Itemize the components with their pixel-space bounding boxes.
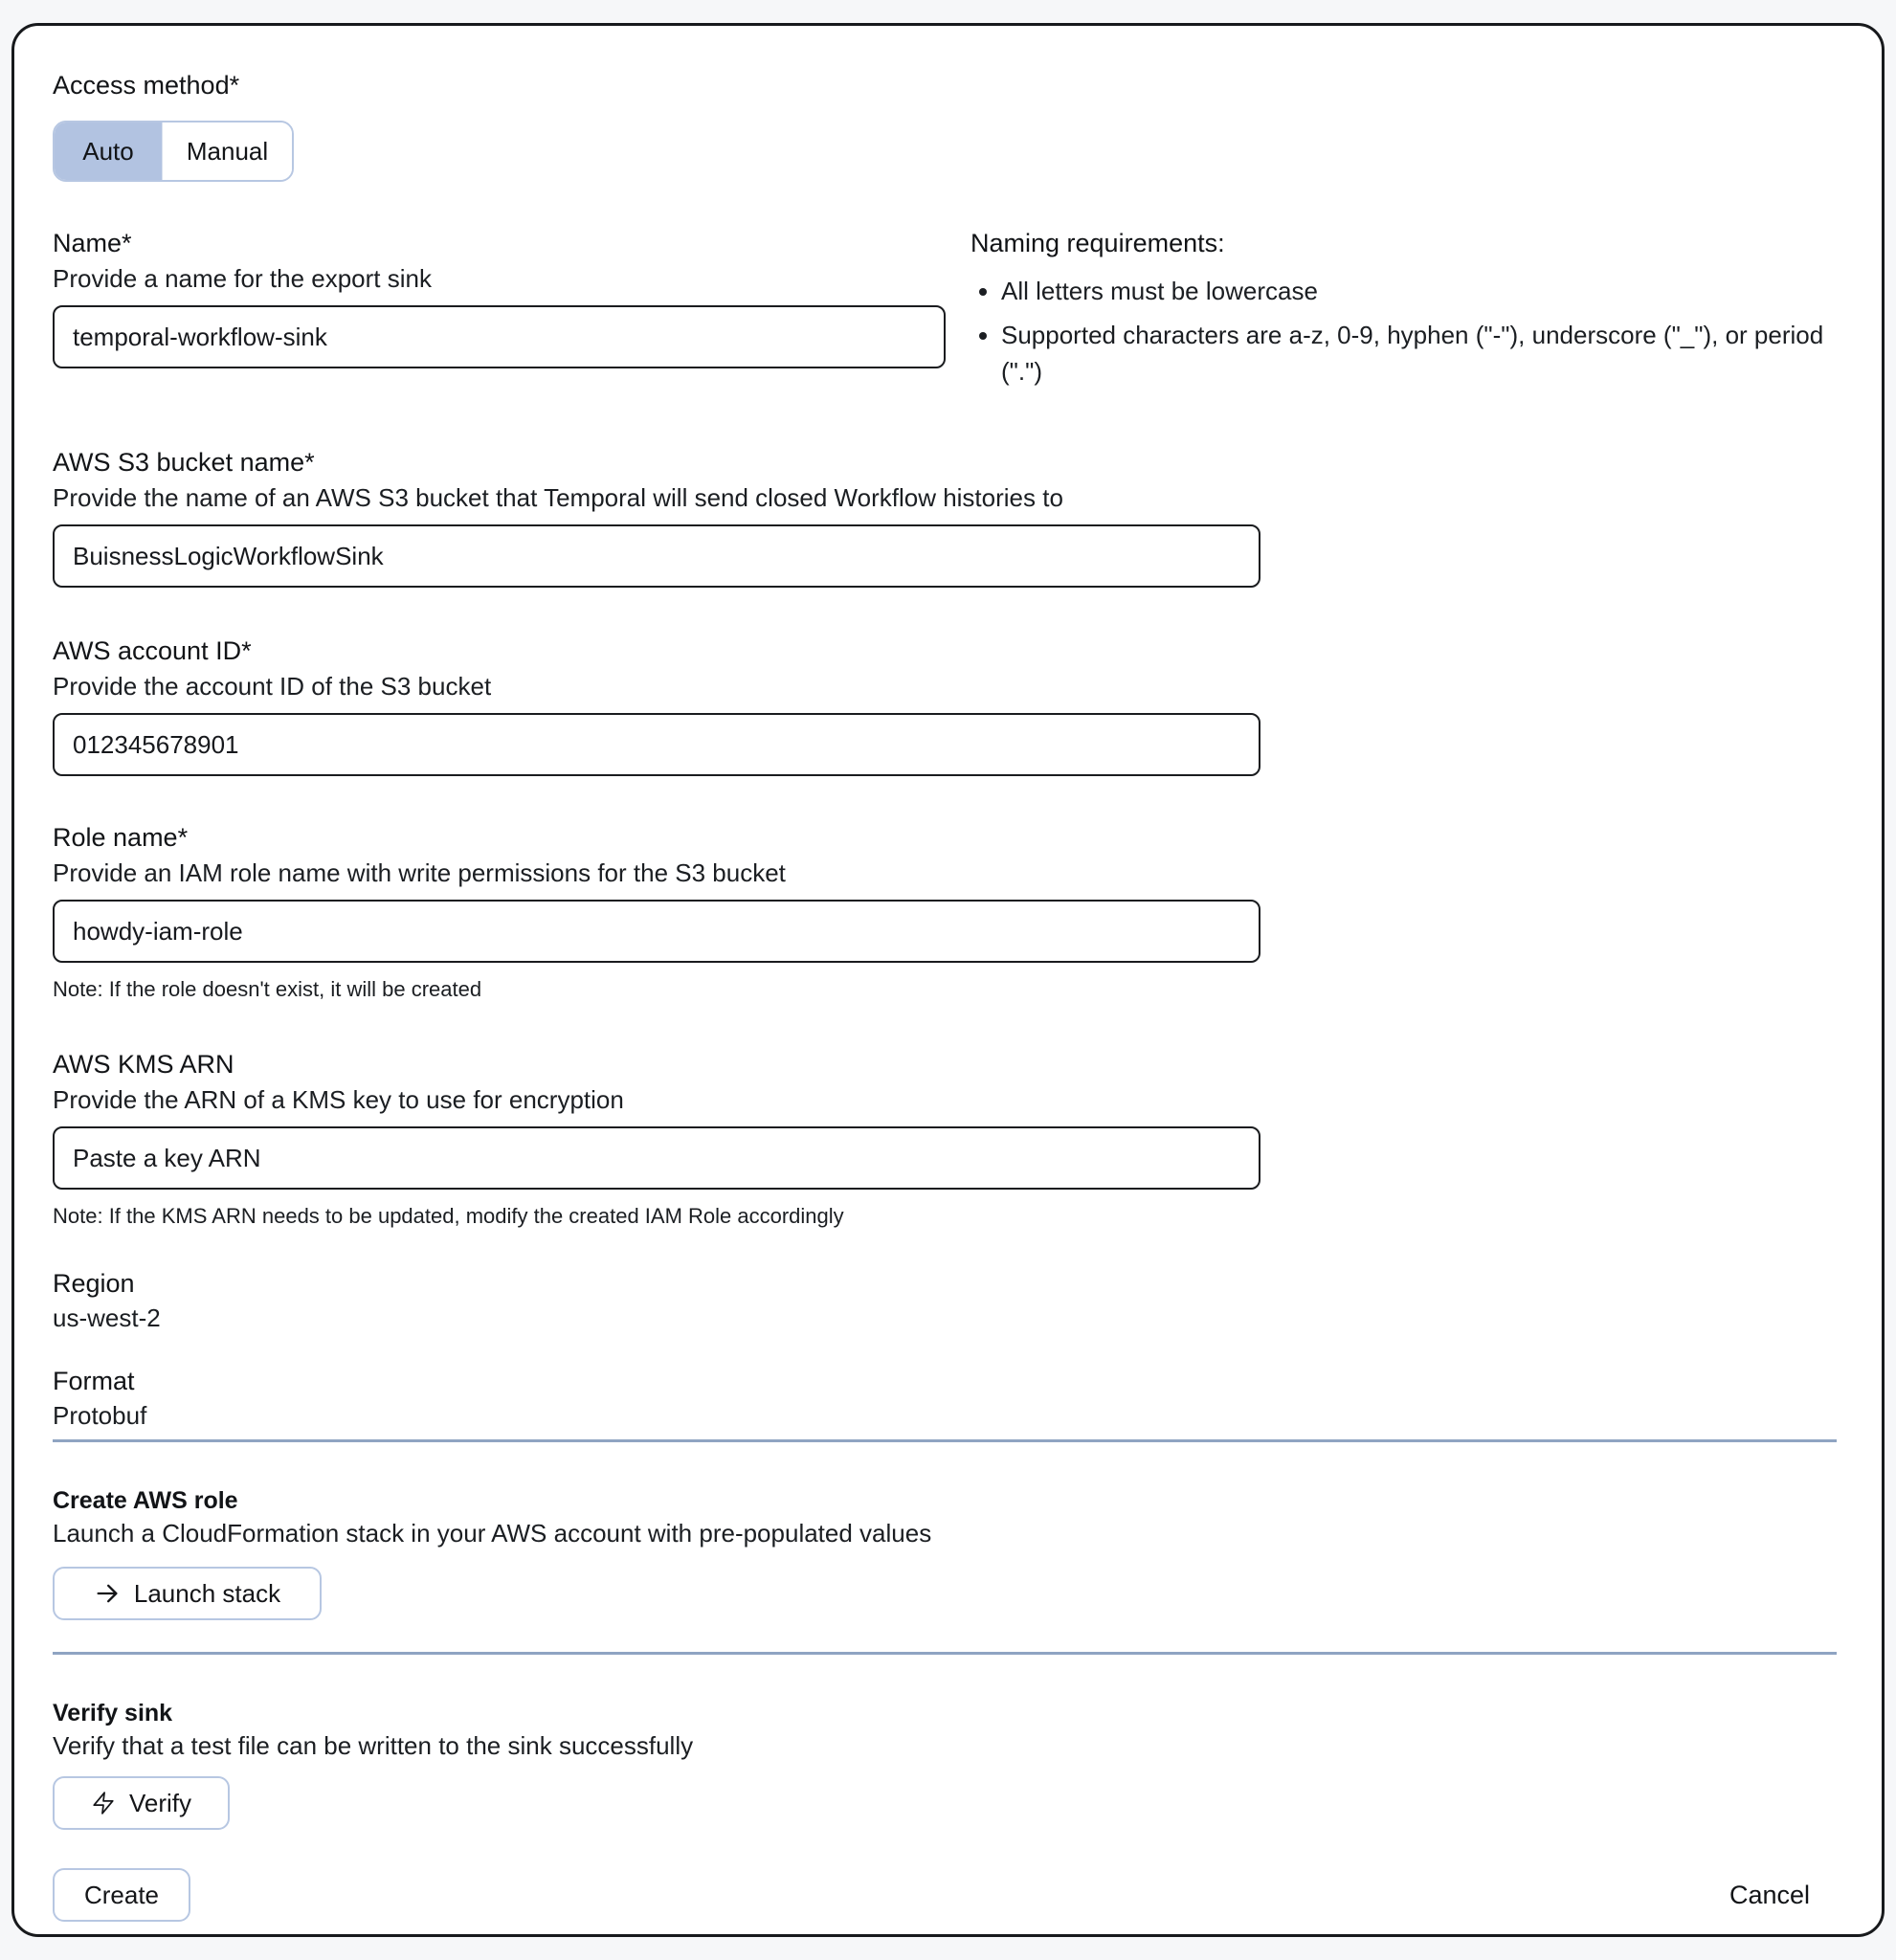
- name-field: [53, 227, 946, 368]
- access-method-toggle: [53, 121, 294, 182]
- naming-requirement-item: • All letters must be lowercase: [1001, 273, 1842, 309]
- create-button[interactable]: [53, 1868, 190, 1922]
- create-aws-role-title: Create AWS role: [53, 1487, 238, 1514]
- verify-sink-section: [53, 1697, 1837, 1830]
- export-sink-form-card: [11, 23, 1885, 1937]
- s3-bucket-description: Provide the name of an AWS S3 bucket that Temporal will send closed Workflow histories to: [53, 483, 1063, 512]
- access-method-option-manual-label: Manual: [186, 136, 269, 166]
- account-id-label: AWS account ID*: [53, 636, 252, 665]
- name-description: Provide a name for the export sink: [53, 264, 432, 293]
- name-input[interactable]: [53, 305, 946, 368]
- create-aws-role-description: Launch a CloudFormation stack in your AWS account with pre-populated values: [53, 1519, 932, 1548]
- launch-stack-button[interactable]: [53, 1567, 322, 1620]
- create-aws-role-section: [53, 1484, 1837, 1620]
- kms-arn-input[interactable]: [53, 1126, 1260, 1190]
- verify-sink-description: Verify that a test file can be written to the sink successfully: [53, 1731, 694, 1760]
- naming-requirement-item: • Supported characters are a-z, 0-9, hyphen ("-"), underscore ("_"), or period ("."): [1001, 317, 1842, 390]
- section-divider: [53, 1652, 1837, 1655]
- access-method-option-auto[interactable]: [55, 122, 162, 180]
- section-divider: [53, 1439, 1837, 1442]
- role-name-description: Provide an IAM role name with write permissions for the S3 bucket: [53, 858, 786, 887]
- s3-bucket-input[interactable]: [53, 524, 1260, 588]
- s3-bucket-field: [53, 446, 1837, 588]
- verify-button[interactable]: [53, 1776, 230, 1830]
- cancel-button[interactable]: Cancel: [1729, 1880, 1810, 1909]
- access-method-option-auto-label: Auto: [82, 136, 134, 166]
- launch-stack-button-label: Launch stack: [133, 1578, 281, 1608]
- region-field: [53, 1267, 1837, 1334]
- kms-arn-label: AWS KMS ARN: [53, 1050, 234, 1079]
- arrow-right-icon: [94, 1580, 121, 1607]
- form-footer: [53, 1868, 1837, 1922]
- account-id-field: [53, 635, 1837, 776]
- account-id-input[interactable]: [53, 713, 1260, 776]
- kms-arn-note: Note: If the KMS ARN needs to be updated, modify the created IAM Role accordingly: [53, 1204, 844, 1228]
- naming-requirements-list: [970, 273, 1842, 390]
- name-label: Name*: [53, 229, 132, 257]
- role-name-note: Note: If the role doesn't exist, it will be created: [53, 977, 482, 1001]
- role-name-input[interactable]: [53, 900, 1260, 963]
- name-and-requirements-row: [53, 227, 1837, 397]
- create-button-label: Create: [83, 1880, 160, 1909]
- verify-sink-title: Verify sink: [53, 1700, 173, 1726]
- account-id-description: Provide the account ID of the S3 bucket: [53, 672, 492, 701]
- region-label: Region: [53, 1269, 135, 1298]
- format-label: Format: [53, 1367, 135, 1395]
- region-value: us-west-2: [53, 1303, 161, 1332]
- kms-arn-field: [53, 1048, 1837, 1230]
- role-name-label: Role name*: [53, 823, 189, 852]
- format-field: [53, 1365, 1837, 1432]
- role-name-field: [53, 821, 1837, 1003]
- zap-icon: [91, 1791, 116, 1815]
- naming-requirements-title: Naming requirements:: [970, 229, 1225, 257]
- s3-bucket-label: AWS S3 bucket name*: [53, 448, 315, 477]
- verify-button-label: Verify: [128, 1788, 192, 1817]
- access-method-label: Access method*: [53, 71, 240, 100]
- format-value: Protobuf: [53, 1401, 147, 1430]
- access-method-option-manual[interactable]: [162, 122, 292, 180]
- kms-arn-description: Provide the ARN of a KMS key to use for encryption: [53, 1085, 624, 1114]
- naming-requirements: [970, 227, 1842, 397]
